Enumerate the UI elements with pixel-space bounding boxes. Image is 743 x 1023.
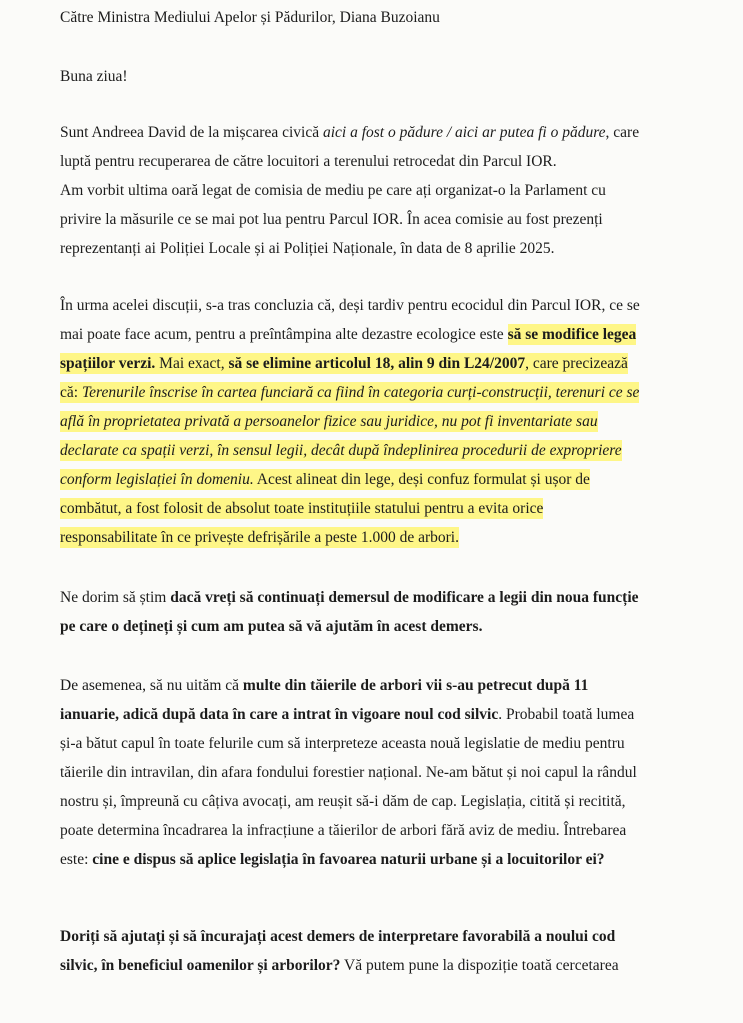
paragraph-4-line-3: și-a bătut capul în toate felurile cum să interpreteze aceasta nouă legislatie de mediu pentru — [60, 735, 625, 752]
paragraph-2-line-9: responsabilitate în ce privește defrișările a peste 1.000 de arbori. — [60, 529, 459, 546]
paragraph-4-line-5: nostru și, împreună cu câțiva avocați, am reușit să-i dăm de cap. Legislația, citită și recitită, — [60, 793, 626, 810]
paragraph-1-line-4: privire la măsurile ce se mai pot lua pentru Parcul IOR. În acea comisie au fost prezenți — [60, 211, 603, 228]
paragraph-3-line-1: Ne dorim să știm dacă vreți să continuați demersul de modificare a legii din noua funcție — [60, 589, 639, 606]
paragraph-5-line-2: silvic, în beneficiul oamenilor și arborilor? Vă putem pune la dispoziție toată cercetarea — [60, 957, 619, 974]
law-quote: Terenurile înscrise în cartea funciară ca fiind în categoria curți-construcții, terenuri ce se — [81, 384, 640, 401]
paragraph-2-line-3: spațiilor verzi. Mai exact, să se elimine articolul 18, alin 9 din L24/2007, care precizează — [60, 355, 628, 372]
paragraph-2-line-6: declarate ca spații verzi, în sensul legii, decât după îndeplinirea procedurii de expropriere — [60, 442, 622, 459]
key-question: cine e dispus să aplice legislația în favoarea naturii urbane și a locuitorilor ei? — [92, 851, 605, 868]
paragraph-1-line-1: Sunt Andreea David de la mișcarea civică aici a fost o pădure / aici ar putea fi o pădure, care — [60, 124, 640, 141]
paragraph-4-line-6: poate determina încadrarea la infracțiune a tăierilor de arbori fără aviz de mediu. Întrebarea — [60, 822, 627, 839]
paragraph-2-line-4: că: Terenurile înscrise în cartea funciară ca fiind în categoria curți-construcții, terenuri ce se — [60, 384, 640, 401]
paragraph-2-line-7: conform legislației în domeniu. Acest alineat din lege, deși confuz formulat și ușor de — [60, 471, 590, 488]
paragraph-2-line-5: află în proprietatea privată a persoanelor fizice sau juridice, nu pot fi inventariate sau — [60, 413, 598, 430]
paragraph-4-line-1: De asemenea, să nu uităm că multe din tăierile de arbori vii s-au petrecut după 11 — [60, 677, 589, 694]
paragraph-5-line-1: Doriți să ajutați și să încurajați acest demers de interpretare favorabilă a noului cod — [60, 928, 616, 945]
paragraph-1-line-2: luptă pentru recuperarea de către locuitori a terenului retrocedat din Parcul IOR. — [60, 153, 557, 170]
paragraph-4-line-4: tăierile din intravilan, din afara fondului forestier național. Ne-am bătut și noi capul la rândul — [60, 764, 637, 781]
paragraph-4-line-2: ianuarie, adică după data în care a intrat în vigoare noul cod silvic. Probabil toată lumea — [60, 706, 635, 723]
paragraph-4-line-7: este: cine e dispus să aplice legislația în favoarea naturii urbane și a locuitorilor ei? — [60, 851, 605, 868]
highlighted-bold-text: să se modifice legea — [507, 326, 637, 343]
paragraph-2-line-8: combătut, a fost folosit de absolut toate instituțiile statului pentru a evita orice — [60, 500, 544, 517]
greeting: Buna ziua! — [60, 68, 128, 85]
paragraph-3-line-2: pe care o dețineți și cum am putea să vă ajutăm în acest demers. — [60, 618, 483, 635]
recipient-line: Către Ministra Mediului Apelor și Pădurilor, Diana Buzoianu — [60, 9, 440, 26]
paragraph-1-line-3: Am vorbit ultima oară legat de comisia de mediu pe care ați organizat-o la Parlament cu — [60, 182, 606, 199]
law-article-reference: să se elimine articolul 18, alin 9 din L24/2007 — [228, 355, 526, 372]
paragraph-2-line-2: mai poate face acum, pentru a preîntâmpina alte dezastre ecologice este să se modifice legea — [60, 326, 637, 343]
movement-name: aici a fost o pădure / aici ar putea fi o pădure — [322, 124, 606, 141]
paragraph-1-line-5: reprezentanți ai Poliției Locale și ai Poliției Naționale, în data de 8 aprilie 2025. — [60, 240, 555, 257]
paragraph-2-line-1: În urma acelei discuții, s-a tras concluzia că, deși tardiv pentru ecocidul din Parcul IOR, ce se — [60, 297, 640, 314]
